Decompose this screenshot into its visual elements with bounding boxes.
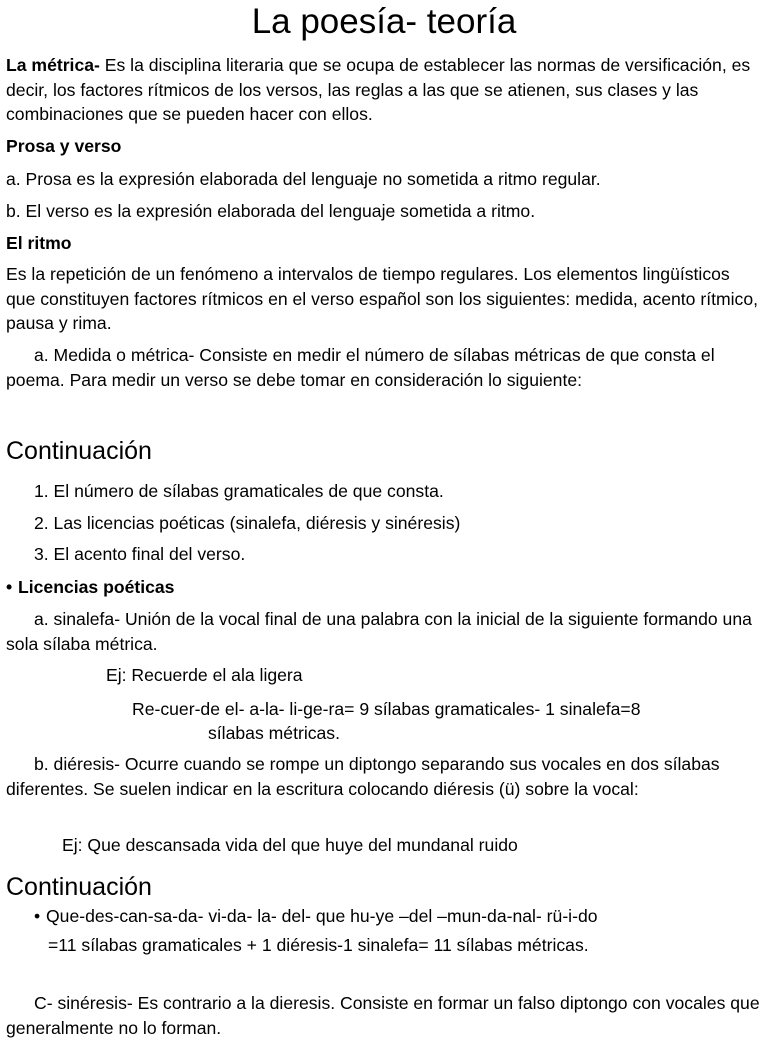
dieresis-paragraph: b. diéresis- Ocurre cuando se rompe un diptongo separando sus vocales en dos sílabas diferentes. Se suelen indicar en la escritura colocando diéresis (ü) sobre la vocal:	[6, 754, 720, 799]
bullet-icon: •	[6, 577, 13, 597]
sinalefa-example-count-line2: sílabas métricas.	[208, 723, 340, 743]
sinalefa-example-count-line1: Re-cuer-de el- a-la- li-ge-ra= 9 sílabas gramaticales- 1 sinalefa=8	[132, 699, 641, 719]
ritmo-heading: El ritmo	[6, 233, 72, 253]
bullet-icon: •	[34, 906, 41, 926]
list-item-2: 2. Las licencias poéticas (sinalefa, diéresis y sinéresis)	[34, 513, 461, 533]
page-title: La poesía- teoría	[251, 2, 517, 41]
syllable-count-line: =11 sílabas gramaticales + 1 diéresis-1 sinalefa= 11 sílabas métricas.	[48, 935, 589, 955]
list-item-1: 1. El número de sílabas gramaticales de que consta.	[34, 481, 444, 501]
continuacion-heading-1: Continuación	[6, 437, 152, 465]
metrica-definition: Es la disciplina literaria que se ocupa de establecer las normas de versificación, es decir, los factores rítmicos de los versos, las reglas a las que se atienen, sus clases y las combinaciones que se pueden hacer con ellos.	[6, 55, 751, 124]
verso-definition: b. El verso es la expresión elaborada del lenguaje sometida a ritmo.	[6, 201, 536, 221]
prosa-verso-heading: Prosa y verso	[6, 136, 122, 156]
syllable-division-text: Que-des-can-sa-da- vi-da- la- del- que hu-ye –del –mun-da-nal- rü-i-do	[46, 906, 598, 926]
metrica-paragraph	[6, 53, 760, 127]
continuacion-heading-2: Continuación	[6, 873, 152, 901]
licencias-heading	[6, 575, 760, 600]
dieresis-example: Ej: Que descansada vida del que huye del mundanal ruido	[62, 835, 518, 855]
medida-paragraph: a. Medida o métrica- Consiste en medir el número de sílabas métricas de que consta el poema. Para medir un verso se debe tomar en consideración lo siguiente:	[6, 345, 715, 390]
syllable-division-line	[34, 904, 754, 929]
prosa-definition: a. Prosa es la expresión elaborada del lenguaje no sometida a ritmo regular.	[6, 169, 601, 189]
licencias-label: Licencias poéticas	[18, 577, 175, 597]
sinalefa-example: Ej: Recuerde el ala ligera	[106, 665, 303, 685]
list-item-3: 3. El acento final del verso.	[34, 544, 246, 564]
sineresis-paragraph: C- sinéresis- Es contrario a la dieresis. Consiste en formar un falso diptongo con vocales que generalmente no lo forman.	[6, 993, 760, 1038]
metrica-term: La métrica-	[6, 55, 100, 75]
ritmo-definition: Es la repetición de un fenómeno a intervalos de tiempo regulares. Los elementos lingüísticos que constituyen factores rítmicos en el verso español son los siguientes: medida, acento rítmico, pausa y rima.	[6, 264, 759, 333]
sinalefa-paragraph: a. sinalefa- Unión de la vocal final de una palabra con la inicial de la siguiente formando una sola sílaba métrica.	[6, 609, 752, 654]
